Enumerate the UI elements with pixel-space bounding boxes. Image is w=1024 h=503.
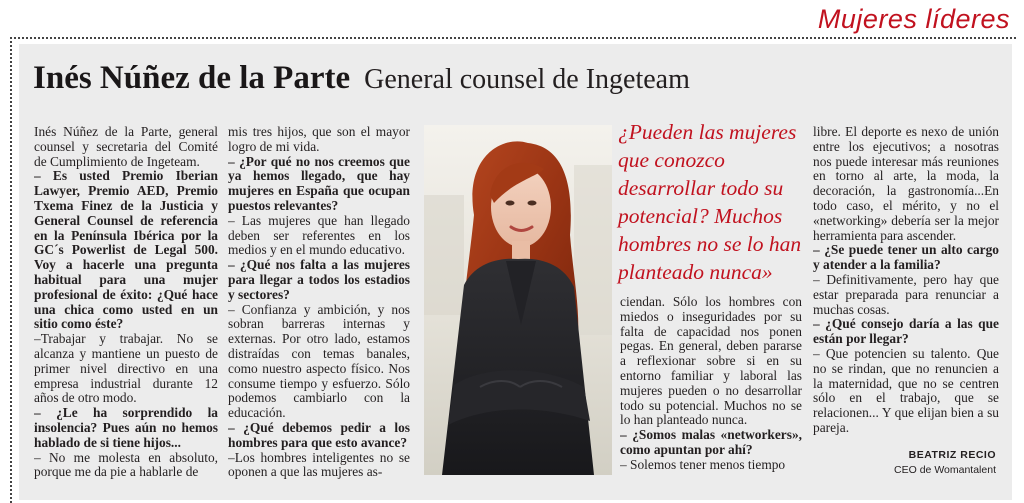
interview-question: – ¿Por qué no nos creemos que ya hemos llegado, que hay mujeres en España que ocupan puestos relevantes? [228, 153, 410, 213]
interview-question: – ¿Qué nos falta a las mujeres para llegar a todos los estadios y sectores? [228, 257, 410, 302]
interview-answer: libre. El deporte es nexo de unión entre los ejecutivos; a nosotras nos puede interesar más reuniones en torno al arte, la moda, la decoración, la gastronomía...En todo caso, el mérito, y no el «networking» debería ser la mejor herramienta para ascender. [813, 125, 999, 243]
interview-question: – ¿Se puede tener un alto cargo y atender a la familia? [813, 242, 999, 273]
interview-question: – Es usted Premio Iberian Lawyer, Premio AED, Premio Txema Finez de la Justicia y General Counsel de referencia en la Península Ibérica por la GC´s Powerlist de Legal 500. Voy a hacerle una pregunta habitual para una mujer profesional de éxito: ¿Qué hace una chica como usted en un sitio como éste? [34, 168, 218, 332]
interview-question: – ¿Le ha sorprendido la insolencia? Pues aún no hemos hablado de si tiene hijos... [34, 405, 218, 450]
interview-answer: – Que potencien su talento. Que no se rindan, que no renuncien a la maternidad, que no se centren sólo en el trabajo, que se relacionen... Y que elijan bien a su pareja. [813, 345, 999, 435]
interview-answer: – Las mujeres que han llegado deben ser referentes en los medios y en el mundo educativo. [228, 212, 410, 258]
left-dotted-rule [10, 37, 12, 503]
interview-answer: Inés Núñez de la Parte, general counsel y secretaria del Comité de Cumplimiento de Ingeteam. [34, 125, 218, 169]
text-column-2 [228, 125, 410, 497]
byline-title: CEO de Womantalent [894, 464, 996, 476]
portrait-illustration [424, 125, 612, 475]
interview-answer: ciendan. Sólo los hombres con miedos o inseguridades por su falta de capacidad nos ponen pegas. En general, deben pararse a reflexionar sobre si en su entorno familiar y laboral las mujeres pueden o no desarrollar todo su potencial. Muchos no se lo han planteado nunca. [620, 295, 802, 428]
article-headline [33, 55, 690, 102]
interview-answer: – Confianza y ambición, y nos sobran barreras internas y externas. Por otro lado, estamos distraídas con temas banales, como nuestro aspecto físico. Nos consume tiempo y esfuerzo. Sólo podemos cambiarlo con la educación. [228, 301, 410, 421]
text-column-4 [813, 125, 999, 460]
text-column-3 [620, 295, 802, 495]
byline [894, 449, 996, 476]
interview-answer: mis tres hijos, que son el mayor logro de mi vida. [228, 125, 410, 154]
interview-question: – ¿Qué consejo daría a las que están por llegar? [813, 316, 999, 347]
byline-author: BEATRIZ RECIO [908, 449, 996, 461]
headline-name: Inés Núñez de la Parte [33, 60, 351, 96]
top-dotted-rule [10, 37, 1016, 39]
interview-answer: –Trabajar y trabajar. No se alcanza y mantiene un puesto de primer nivel directivo en una empresa industrial durante 12 años de otro modo. [34, 331, 218, 406]
interview-answer: – Definitivamente, pero hay que estar preparada para renunciar a muchas cosas. [813, 271, 999, 317]
interview-question: – ¿Somos malas «networkers», como apuntan por ahí? [620, 427, 802, 457]
interview-answer: – Solemos tener menos tiempo [620, 456, 786, 472]
interview-question: – ¿Qué debemos pedir a los hombres para que esto avance? [228, 419, 410, 450]
interview-answer: – No me molesta en absoluto, porque me da pie a hablarle de [34, 449, 218, 480]
interview-answer: –Los hombres inteligentes no se oponen a que las mujeres as- [228, 449, 410, 480]
text-column-1 [34, 125, 218, 497]
headline-role: General counsel de Ingeteam [364, 64, 690, 95]
section-tag: Mujeres líderes [817, 4, 1010, 34]
portrait-photo [424, 125, 612, 475]
pull-quote: ¿Pueden las mujeres que conozco desarrollar todo su potencial? Muchos hombres no se lo han planteado nunca» [618, 120, 802, 284]
